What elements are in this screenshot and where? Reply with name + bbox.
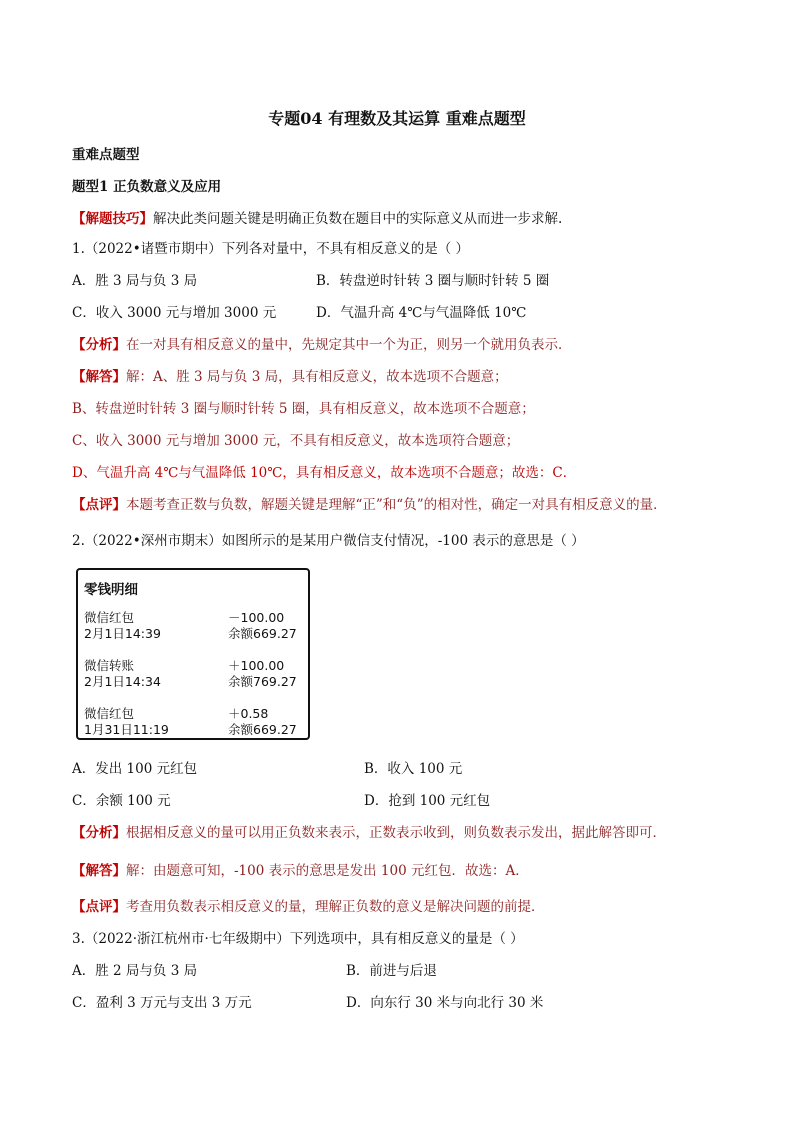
- q2-comment: [72, 898, 545, 916]
- entry-amount: －100.00: [228, 610, 285, 625]
- q3-option-a: A．胜 2 局与负 3 局: [72, 963, 198, 979]
- q1-answer-line-2: B、转盘逆时针转 3 圈与顺时针转 5 圈，具有相反意义，故本选项不合题意；: [72, 401, 535, 417]
- q1-option-d: D．气温升高 4℃与气温降低 10℃: [316, 305, 527, 321]
- q2-option-b: B．收入 100 元: [364, 761, 463, 777]
- entry-balance: 余额769.27: [228, 674, 297, 689]
- entry-time: 2月1日14:34: [84, 674, 161, 689]
- entry-time: 1月31日11:19: [84, 722, 169, 737]
- entry-amount: ＋0.58: [228, 706, 269, 721]
- q1-option-a: A．胜 3 局与负 3 局: [72, 273, 198, 289]
- wallet-entry: [84, 658, 306, 690]
- q1-analysis: [72, 336, 572, 354]
- tip-text: 解决此类问题关键是明确正负数在题目中的实际意义从而进一步求解.: [153, 211, 563, 227]
- q2-comment-text: 考查用负数表示相反意义的量，理解正负数的意义是解决问题的前提．: [126, 899, 545, 915]
- q1-analysis-tag: 【分析】: [72, 337, 126, 353]
- entry-balance: 余额669.27: [228, 626, 297, 641]
- topic-heading: 题型1 正负数意义及应用: [72, 179, 222, 195]
- q2-answer-tag: 【解答】: [72, 863, 126, 879]
- q1-answer-line-3: C、收入 3000 元与增加 3000 元，不具有相反意义，故本选项符合题意；: [72, 433, 520, 449]
- entry-amount: ＋100.00: [228, 658, 285, 673]
- q2-option-d: D．抢到 100 元红包: [364, 793, 491, 809]
- q2-answer: [72, 862, 529, 880]
- wallet-entry: [84, 610, 306, 642]
- wallet-detail-title: 零钱明细: [84, 582, 138, 598]
- q1-answer-tag: 【解答】: [72, 369, 126, 385]
- q1-answer-text-1: 解：A、胜 3 局与负 3 局，具有相反意义，故本选项不合题意；: [126, 369, 508, 385]
- q1-comment: [72, 496, 667, 514]
- page-title: 专题04 有理数及其运算 重难点题型: [268, 109, 526, 128]
- q3-stem: 3.（2022·浙江杭州市·七年级期中）下列选项中，具有相反意义的量是（ ）: [72, 931, 524, 947]
- q2-option-c: C．余额 100 元: [72, 793, 171, 809]
- entry-balance: 余额669.27: [228, 722, 297, 737]
- q1-option-c: C．收入 3000 元与增加 3000 元: [72, 305, 277, 321]
- q1-comment-tag: 【点评】: [72, 497, 126, 513]
- q2-stem: 2.（2022•深州市期末）如图所示的是某用户微信支付情况，-100 表示的意思是（ ）: [72, 533, 585, 549]
- entry-name: 微信红包: [84, 610, 135, 625]
- q2-comment-tag: 【点评】: [72, 899, 126, 915]
- q1-comment-text: 本题考查正数与负数，解题关键是理解“正”和“负”的相对性，确定一对具有相反意义的量．: [126, 497, 667, 513]
- q1-answer-line-4: D、气温升高 4℃与气温降低 10℃，具有相反意义，故本选项不合题意；故选：C．: [72, 465, 577, 481]
- q3-option-d: D．向东行 30 米与向北行 30 米: [346, 995, 544, 1011]
- wallet-entry: [84, 706, 306, 738]
- entry-name: 微信转账: [84, 658, 135, 673]
- q2-option-a: A．发出 100 元红包: [72, 761, 198, 777]
- q2-analysis: [72, 824, 666, 842]
- q1-answer-line-1: [72, 368, 508, 386]
- q2-analysis-tag: 【分析】: [72, 825, 126, 841]
- entry-name: 微信红包: [84, 706, 135, 721]
- q2-answer-text: 解：由题意可知，-100 表示的意思是发出 100 元红包．故选：A．: [126, 863, 529, 879]
- q1-analysis-text: 在一对具有相反意义的量中，先规定其中一个为正，则另一个就用负表示．: [126, 337, 572, 353]
- entry-time: 2月1日14:39: [84, 626, 161, 641]
- tip-tag: 【解题技巧】: [72, 211, 153, 227]
- q3-option-b: B．前进与后退: [346, 963, 437, 979]
- q2-analysis-text: 根据相反意义的量可以用正负数来表示，正数表示收到，则负数表示发出，据此解答即可．: [126, 825, 666, 841]
- q3-option-c: C．盈利 3 万元与支出 3 万元: [72, 995, 252, 1011]
- tip-line: [72, 210, 562, 228]
- q1-option-b: B．转盘逆时针转 3 圈与顺时针转 5 圈: [316, 273, 550, 289]
- section-heading: 重难点题型: [72, 147, 140, 163]
- wallet-detail-figure: [76, 568, 310, 740]
- q1-stem: 1.（2022•诸暨市期中）下列各对量中，不具有相反意义的是（ ）: [72, 241, 469, 257]
